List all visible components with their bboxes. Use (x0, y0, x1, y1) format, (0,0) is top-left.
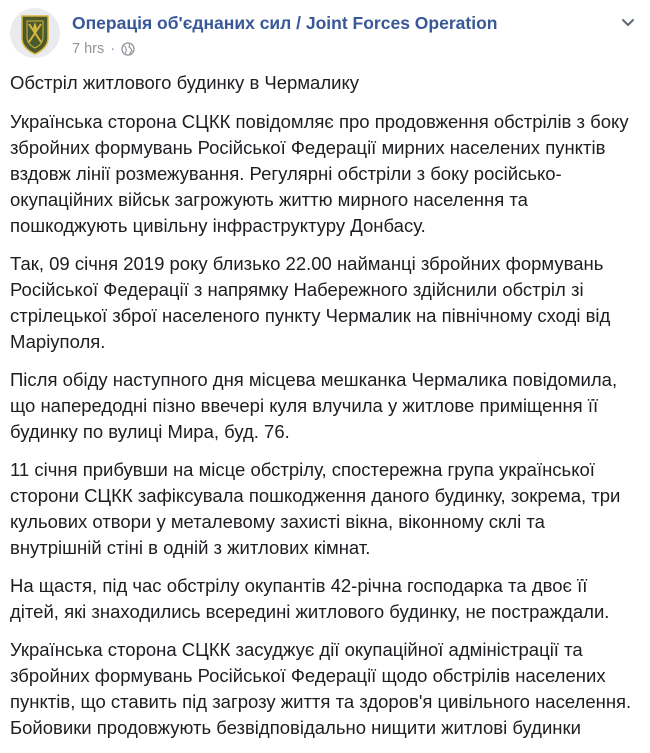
chevron-down-icon[interactable] (616, 10, 640, 34)
post-paragraph: 11 січня прибувши на місце обстрілу, спостережна група української сторони СЦКК зафіксувала пошкодження даного будинку, зокрема, три кульових отвори у металевому захисті вікна, віконному склі та внутрішній стіні в одній з житлових кімнат. (10, 459, 621, 558)
post-timestamp[interactable]: 7 hrs (72, 41, 105, 57)
post-title: Обстріл житлового будинку в Чермалику (10, 72, 360, 93)
post-meta (72, 41, 135, 57)
globe-icon[interactable] (121, 42, 135, 56)
meta-separator: · (110, 41, 116, 57)
page-avatar[interactable] (10, 8, 60, 58)
page-name-link[interactable]: Операція об'єднаних сил / Joint Forces Operation (72, 13, 498, 33)
post-header (10, 8, 640, 68)
post-paragraph: Після обіду наступного дня місцева мешканка Чермалика повідомила, що напередодні пізно ввечері куля влучила у житлове приміщення її будинку по вулиці Мира, буд. 76. (10, 369, 618, 442)
post-paragraph: Українська сторона СЦКК повідомляє про продовження обстрілів з боку збройних формувань Російської Федерації мирних населених пунктів вздовж лінії розмежування. Регулярні обстріли з боку російсько-окупаційних військ загрожують життю мирного населення та пошкоджують цивільну інфраструктуру Донбасу. (10, 111, 629, 236)
joint-forces-emblem-icon (10, 8, 60, 58)
post-paragraph: На щастя, під час обстрілу окупантів 42-річна господарка та двоє її дітей, які знаходились всередині житлового будинку, не постраждали. (10, 575, 610, 622)
post-paragraph: Так, 09 січня 2019 року близько 22.00 найманці збройних формувань Російської Федерації з напрямку Набережного здійснили обстріл зі стрілецької зброї населеного пункту Чермалик на північному сході від Маріуполя. (10, 253, 611, 352)
post-paragraph: Українська сторона СЦКК засуджує дії окупаційної адміністрації та збройних формувань Російської Федерації щодо обстрілів населених пунктів, що ставить під загрозу життя та здоров'я цивільного населення. Бойовики продовжують безвідповідально нищити житлові будинки (10, 639, 632, 738)
post-body (10, 70, 640, 753)
